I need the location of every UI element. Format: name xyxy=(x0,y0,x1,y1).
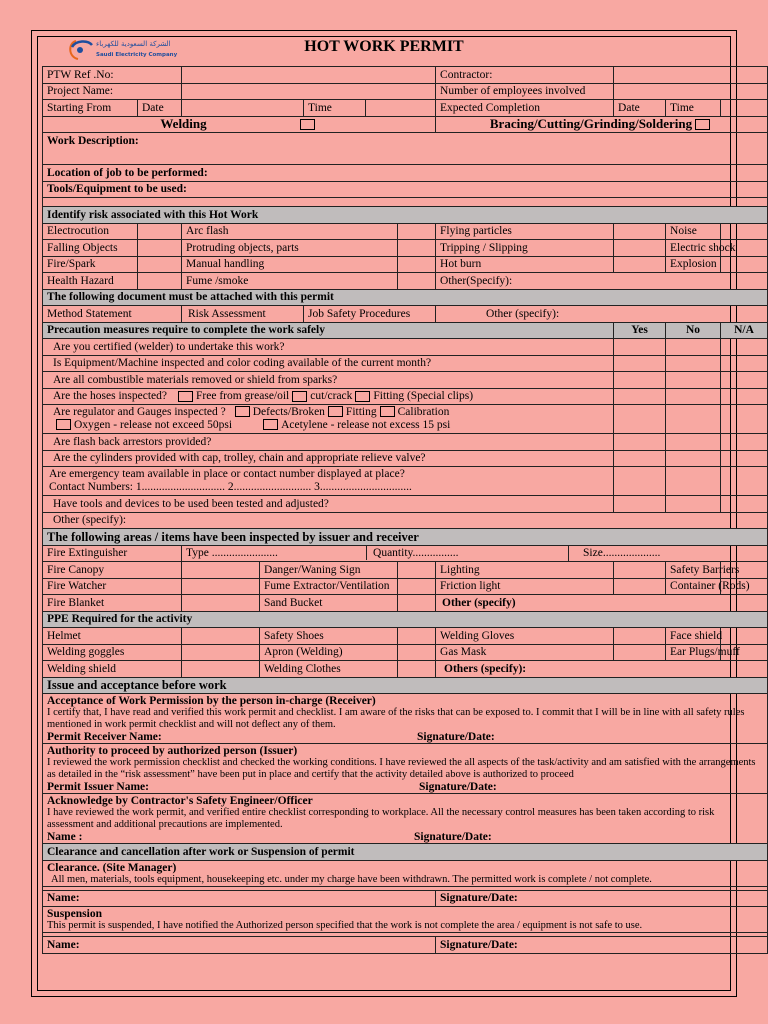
ppe-row xyxy=(43,644,768,661)
fitting-clips-label: Fitting (Special clips) xyxy=(373,390,474,403)
areas-header: The following areas / items have been inspected by issuer and receiver xyxy=(43,529,768,546)
no-check[interactable] xyxy=(666,388,721,405)
area-label: Friction light xyxy=(436,578,614,595)
logo-text-arabic: الشركة السعودية للكهرباء xyxy=(96,40,171,48)
risk-row xyxy=(43,223,768,240)
precaution-row xyxy=(43,405,768,434)
issuer-name-field[interactable]: Permit Issuer Name: xyxy=(47,781,149,793)
ppe-label: Helmet xyxy=(43,628,182,645)
area-label: Danger/Waning Sign xyxy=(260,562,398,579)
area-label: Sand Bucket xyxy=(260,595,398,612)
yes-check[interactable] xyxy=(614,434,666,451)
oxygen-checkbox[interactable] xyxy=(56,419,71,430)
grease-checkbox[interactable] xyxy=(178,391,193,402)
yes-check[interactable] xyxy=(614,496,666,513)
risk-label: Fire/Spark xyxy=(43,256,138,273)
issue-header-row xyxy=(43,677,768,694)
issue-header: Issue and acceptance before work xyxy=(43,677,768,694)
precaution-other-label: Other (specify): xyxy=(53,514,127,527)
na-header: N/A xyxy=(721,322,768,339)
acetylene-label: Acetylene - release not excess 15 psi xyxy=(281,419,451,431)
ppe-check[interactable] xyxy=(182,628,260,645)
start-time-field[interactable] xyxy=(366,100,436,117)
na-check[interactable] xyxy=(721,339,768,356)
precautions-header-row xyxy=(43,322,768,339)
na-check[interactable] xyxy=(721,405,768,434)
no-header: No xyxy=(666,322,721,339)
precaution-row xyxy=(43,388,768,405)
area-check[interactable] xyxy=(398,562,436,579)
risk-row xyxy=(43,240,768,257)
ppe-check[interactable] xyxy=(614,644,666,661)
engineer-name-field[interactable]: Name : xyxy=(47,831,83,843)
ppe-check[interactable] xyxy=(398,644,436,661)
calibration-checkbox[interactable] xyxy=(380,406,395,417)
question-hoses-label: Are the hoses inspected? xyxy=(53,390,168,403)
welding-checkbox[interactable] xyxy=(300,119,315,130)
ppe-label: Welding shield xyxy=(43,661,182,678)
risk-label: Other(Specify): xyxy=(440,274,513,287)
precaution-row xyxy=(43,450,768,467)
yes-check[interactable] xyxy=(614,388,666,405)
risk-row xyxy=(43,256,768,273)
na-check[interactable] xyxy=(721,496,768,513)
receiver-name-field[interactable]: Permit Receiver Name: xyxy=(47,731,162,743)
question-tools-tested: Have tools and devices to be used been tested and adjusted? xyxy=(43,496,614,513)
ppe-check[interactable] xyxy=(398,628,436,645)
risk-check[interactable] xyxy=(398,223,436,240)
clearance-title: Clearance. (Site Manager) xyxy=(47,861,177,874)
clearance-header-row xyxy=(43,844,768,861)
no-check[interactable] xyxy=(666,450,721,467)
size-field[interactable]: Size.................... xyxy=(569,545,768,562)
ppe-label: Apron (Welding) xyxy=(260,644,398,661)
precaution-row xyxy=(43,372,768,389)
risk-label: Electric shock xyxy=(666,240,721,257)
risk-label: Electrocution xyxy=(43,223,138,240)
doc-job-safety: Job Safety Procedures xyxy=(304,306,436,323)
welding-option xyxy=(43,116,436,133)
risk-check[interactable] xyxy=(721,256,768,273)
quantity-field[interactable]: Quantity................ xyxy=(366,546,459,560)
doc-other-field[interactable] xyxy=(436,306,768,323)
engineer-text: I have reviewed the work permit, and verified entire checklist corresponding to workplace. All the necessary control measures has been taken according to risk assessment and additional precautions are implemented. xyxy=(47,807,715,830)
na-check[interactable] xyxy=(721,434,768,451)
precautions-header: Precaution measures require to complete the work safely xyxy=(43,322,614,339)
clearance-text: All men, materials, tools equipment, housekeeping etc. under my charge have been withdrawn. The permitted work is complete / not complete. xyxy=(51,873,652,885)
start-date-field[interactable] xyxy=(182,100,304,117)
receiver-signature-field[interactable]: Signature/Date: xyxy=(417,731,495,743)
clearance-name-field[interactable] xyxy=(43,890,436,907)
receiver-section xyxy=(43,694,768,744)
risk-check[interactable] xyxy=(398,256,436,273)
question-certified: Are you certified (welder) to undertake this work? xyxy=(43,339,614,356)
issuer-title: Authority to proceed by authorized person (Issuer) xyxy=(47,745,298,757)
fitting-clips-checkbox[interactable] xyxy=(355,391,370,402)
location-label: Location of job to be performed: xyxy=(47,166,208,179)
risks-header: Identify risk associated with this Hot Work xyxy=(43,207,768,224)
work-description-field[interactable] xyxy=(43,133,768,165)
areas-row xyxy=(43,545,768,562)
suspension-section xyxy=(43,907,768,933)
logo-text-english: Saudi Electricity Company xyxy=(96,52,178,58)
engineer-section xyxy=(43,794,768,844)
na-check[interactable] xyxy=(721,372,768,389)
clearance-row xyxy=(43,890,768,907)
area-check[interactable] xyxy=(398,595,436,612)
yes-check[interactable] xyxy=(614,450,666,467)
no-check[interactable] xyxy=(666,355,721,372)
clearance-header: Clearance and cancellation after work or Suspension of permit xyxy=(43,844,768,861)
cut-crack-checkbox[interactable] xyxy=(292,391,307,402)
tools-extra-row xyxy=(43,198,768,207)
clearance-row xyxy=(43,860,768,886)
risk-check[interactable] xyxy=(721,223,768,240)
project-name-field[interactable] xyxy=(182,83,436,100)
documents-header: The following document must be attached with this permit xyxy=(43,289,768,306)
risk-check[interactable] xyxy=(614,223,666,240)
risk-label: Health Hazard xyxy=(43,273,138,290)
risk-check[interactable] xyxy=(398,273,436,290)
risk-check[interactable] xyxy=(138,273,182,290)
suspension-signature-field[interactable] xyxy=(436,937,768,954)
contractor-field[interactable] xyxy=(614,67,768,84)
area-label: Container (Rods) xyxy=(666,578,721,595)
question-cylinders: Are the cylinders provided with cap, trolley, chain and appropriate relieve valve? xyxy=(43,450,614,467)
question-hoses xyxy=(43,388,614,405)
risk-row xyxy=(43,273,768,290)
areas-row xyxy=(43,562,768,579)
clearance-signature-field[interactable] xyxy=(436,890,768,907)
ptw-ref-label: PTW Ref .No: xyxy=(43,67,182,84)
question-emergency xyxy=(43,467,614,496)
page-title: HOT WORK PERMIT xyxy=(304,38,464,55)
area-label: Other (specify) xyxy=(442,596,516,609)
bracing-checkbox[interactable] xyxy=(695,119,710,130)
suspension-name-field[interactable] xyxy=(43,937,436,954)
yes-check[interactable] xyxy=(614,372,666,389)
risk-check[interactable] xyxy=(398,240,436,257)
risk-other-field[interactable] xyxy=(436,273,768,290)
risk-label: Protruding objects, parts xyxy=(182,240,398,257)
project-name-label: Project Name: xyxy=(43,83,182,100)
risk-label: Manual handling xyxy=(182,256,398,273)
engineer-title: Acknowledge by Contractor's Safety Engineer/Officer xyxy=(47,795,313,807)
ppe-label: Others (specify): xyxy=(444,662,527,675)
start-time-label: Time xyxy=(304,100,366,117)
risk-label: Explosion xyxy=(666,256,721,273)
yes-check[interactable] xyxy=(614,339,666,356)
area-check[interactable] xyxy=(182,562,260,579)
risk-label: Hot burn xyxy=(436,256,614,273)
ppe-row xyxy=(43,628,768,645)
area-label: Fume Extractor/Ventilation xyxy=(260,578,398,595)
location-row xyxy=(43,165,768,182)
ppe-check[interactable] xyxy=(182,644,260,661)
area-check[interactable] xyxy=(614,562,666,579)
suspension-row xyxy=(43,937,768,954)
doc-method-statement: Method Statement xyxy=(43,306,182,323)
work-description-label: Work Description: xyxy=(47,135,139,147)
risk-label: Arc flash xyxy=(182,223,398,240)
ppe-label: Welding goggles xyxy=(43,644,182,661)
fire-extinguisher-details xyxy=(182,545,569,562)
oxygen-label: Oxygen - release not exceed 50psi xyxy=(74,419,233,431)
project-row xyxy=(43,83,768,100)
ppe-row xyxy=(43,661,768,678)
end-date-label: Date xyxy=(614,100,666,117)
doc-other-label: Other (specify): xyxy=(486,307,560,320)
risks-header-row xyxy=(43,207,768,224)
issue-row xyxy=(43,744,768,794)
yes-check[interactable] xyxy=(614,467,666,496)
documents-row xyxy=(43,306,768,323)
na-check[interactable] xyxy=(721,467,768,496)
clearance-signature-label: Signature/Date: xyxy=(440,892,518,905)
risk-label: Noise xyxy=(666,223,721,240)
receiver-text: I certify that, I have read and verified this work permit and checklist. I am aware of the risks that can be exposed to. I commit that I will be in line with all safety rules mentioned in work permit checklist and will not deflect any of them. xyxy=(47,707,745,730)
question-combustible: Are all combustible materials removed or shield from sparks? xyxy=(43,372,614,389)
bracing-label: Bracing/Cutting/Grinding/Soldering xyxy=(489,116,693,132)
issuer-text: I reviewed the work permission checklist and checked the working conditions. I have reviewed the all aspects of the task/activity and am satisfied with the arrangements as detailed in the “risk assessment” have been put in place and certify that the activity detailed above is authorized to proceed xyxy=(47,757,756,780)
no-check[interactable] xyxy=(666,372,721,389)
areas-other-field[interactable] xyxy=(436,595,768,612)
area-label: Safety Barriers xyxy=(666,562,721,579)
no-check[interactable] xyxy=(666,496,721,513)
location-field[interactable] xyxy=(43,165,768,182)
tools-label: Tools/Equipment to be used: xyxy=(47,183,187,196)
bracing-option xyxy=(436,116,768,133)
area-label: Fire Blanket xyxy=(43,595,182,612)
num-employees-field[interactable] xyxy=(614,83,768,100)
suspension-text: This permit is suspended, I have notified the Authorized person specified that the work is not complete the area / equipment is not safe to use. xyxy=(47,920,643,931)
issuer-signature-field[interactable]: Signature/Date: xyxy=(419,781,497,793)
acetylene-checkbox[interactable] xyxy=(263,419,278,430)
areas-row xyxy=(43,578,768,595)
risk-check[interactable] xyxy=(138,256,182,273)
timing-row xyxy=(43,100,768,117)
area-check[interactable] xyxy=(398,578,436,595)
area-check[interactable] xyxy=(182,595,260,612)
area-label: Lighting xyxy=(436,562,614,579)
precaution-row xyxy=(43,496,768,513)
starting-from-label: Starting From xyxy=(43,100,138,117)
risk-label: Fume /smoke xyxy=(182,273,398,290)
tools-field[interactable] xyxy=(43,181,768,198)
precaution-row xyxy=(43,339,768,356)
tools-field-extra[interactable] xyxy=(43,198,768,207)
risk-label: Tripping / Slipping xyxy=(436,240,614,257)
work-description-row xyxy=(43,133,768,165)
areas-row xyxy=(43,595,768,612)
ppe-check[interactable] xyxy=(398,661,436,678)
permit-form-table xyxy=(42,66,768,954)
end-time-label: Time xyxy=(666,100,721,117)
yes-check[interactable] xyxy=(614,405,666,434)
grease-label: Free from grease/oil xyxy=(196,390,290,403)
ppe-label: Face shield xyxy=(666,628,721,645)
num-employees-label: Number of employees involved xyxy=(436,83,614,100)
doc-risk-assessment: Risk Assessment xyxy=(182,306,304,323)
expected-completion-label: Expected Completion xyxy=(436,100,614,117)
contact-numbers: Contact Numbers: 1............................. 2........................... 3................................ xyxy=(49,481,412,493)
suspension-signature-label: Signature/Date: xyxy=(440,938,518,951)
fire-extinguisher-label: Fire Extinguisher xyxy=(43,545,182,562)
ppe-check[interactable] xyxy=(182,661,260,678)
start-date-label: Date xyxy=(138,100,182,117)
issue-row xyxy=(43,694,768,744)
precaution-row xyxy=(43,467,768,496)
suspension-name-label: Name: xyxy=(47,938,80,951)
precaution-row xyxy=(43,512,768,529)
tools-row xyxy=(43,181,768,198)
no-check[interactable] xyxy=(666,434,721,451)
question-regulator xyxy=(43,405,614,434)
areas-header-row xyxy=(43,529,768,546)
defects-checkbox[interactable] xyxy=(235,406,250,417)
calibration-label: Calibration xyxy=(397,406,450,418)
suspension-title: Suspension xyxy=(47,908,102,920)
type-field[interactable]: Type ....................... xyxy=(186,547,278,560)
ppe-header-row xyxy=(43,611,768,628)
ppe-other-field[interactable] xyxy=(436,661,768,678)
ppe-label: Welding Clothes xyxy=(260,661,398,678)
work-type-row xyxy=(43,116,768,133)
area-label: Fire Watcher xyxy=(43,578,182,595)
ppe-label: Ear Plugs/muff xyxy=(666,644,721,661)
fitting-label: Fitting xyxy=(345,406,377,418)
risk-check[interactable] xyxy=(138,223,182,240)
yes-header: Yes xyxy=(614,322,666,339)
clearance-section xyxy=(43,860,768,886)
ppe-header: PPE Required for the activity xyxy=(43,611,768,628)
na-check[interactable] xyxy=(721,355,768,372)
ppe-check[interactable] xyxy=(721,628,768,645)
fitting-checkbox[interactable] xyxy=(328,406,343,417)
documents-header-row xyxy=(43,289,768,306)
issuer-section xyxy=(43,744,768,794)
receiver-title: Acceptance of Work Permission by the person in-charge (Receiver) xyxy=(47,695,376,707)
area-label: Fire Canopy xyxy=(43,562,182,579)
risk-check[interactable] xyxy=(614,240,666,257)
question-equipment: Is Equipment/Machine inspected and color coding available of the current month? xyxy=(43,355,614,372)
risk-label: Flying particles xyxy=(436,223,614,240)
ptw-ref-field[interactable] xyxy=(182,67,436,84)
area-check[interactable] xyxy=(182,578,260,595)
cut-crack-label: cut/crack xyxy=(310,390,353,403)
end-time-field[interactable] xyxy=(721,100,768,117)
no-check[interactable] xyxy=(666,467,721,496)
na-check[interactable] xyxy=(721,450,768,467)
ppe-check[interactable] xyxy=(614,628,666,645)
risk-check[interactable] xyxy=(614,256,666,273)
precaution-row xyxy=(43,434,768,451)
risk-label: Falling Objects xyxy=(43,240,138,257)
ppe-label: Welding Gloves xyxy=(436,628,614,645)
ppe-label: Gas Mask xyxy=(436,644,614,661)
suspension-row xyxy=(43,907,768,933)
engineer-signature-field[interactable]: Signature/Date: xyxy=(414,831,492,843)
ptw-row xyxy=(43,67,768,84)
question-regulator-label: Are regulator and Gauges inspected ? xyxy=(53,406,226,418)
risk-check[interactable] xyxy=(138,240,182,257)
area-check[interactable] xyxy=(614,578,666,595)
question-flashback: Are flash back arrestors provided? xyxy=(43,434,614,451)
welding-label: Welding xyxy=(160,116,207,132)
precaution-other-field[interactable] xyxy=(43,512,768,529)
no-check[interactable] xyxy=(666,405,721,434)
na-check[interactable] xyxy=(721,388,768,405)
precaution-row xyxy=(43,355,768,372)
clearance-name-label: Name: xyxy=(47,892,80,905)
yes-check[interactable] xyxy=(614,355,666,372)
ppe-label: Safety Shoes xyxy=(260,628,398,645)
issue-row xyxy=(43,794,768,844)
no-check[interactable] xyxy=(666,339,721,356)
defects-label: Defects/Broken xyxy=(252,406,325,418)
contractor-label: Contractor: xyxy=(436,67,614,84)
question-emergency-label: Are emergency team available in place or contact number displayed at place? xyxy=(49,468,405,480)
